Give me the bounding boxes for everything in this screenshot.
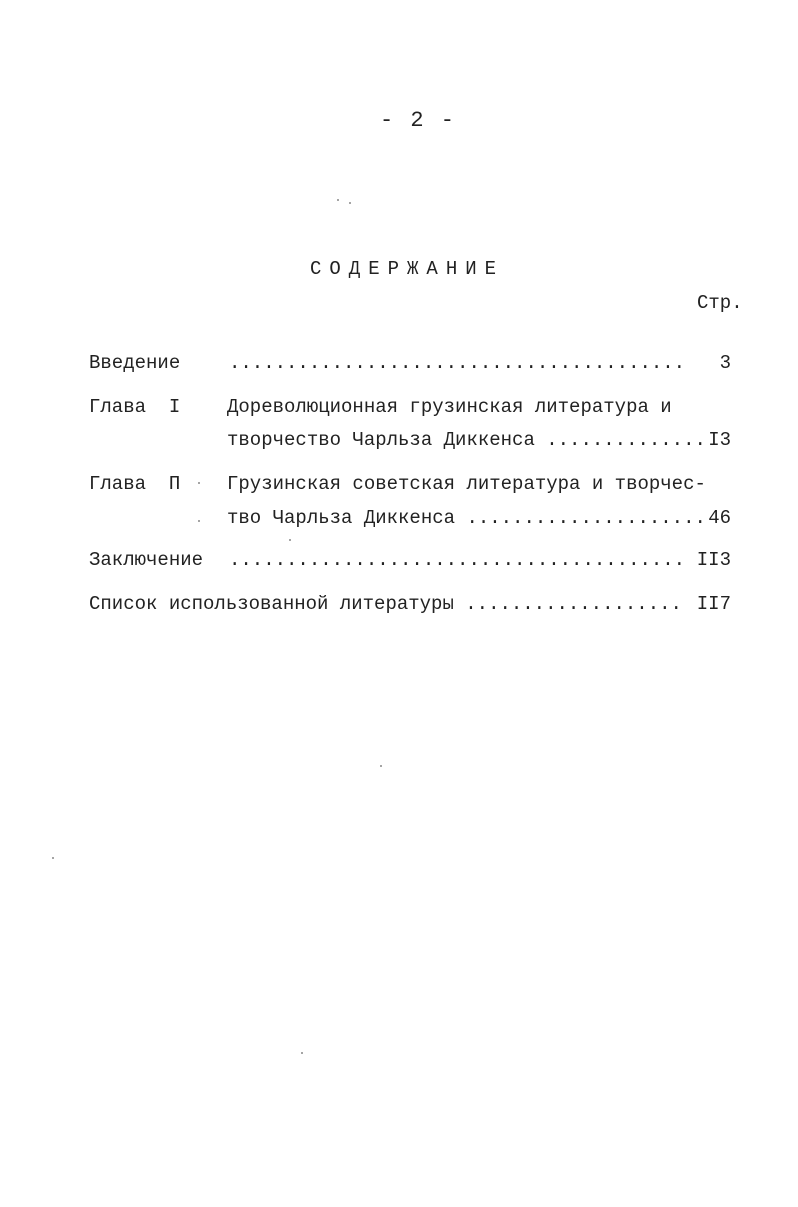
contents-heading: СОДЕРЖАНИЕ — [310, 258, 505, 280]
scan-speck — [198, 520, 200, 522]
page-column-label: Стр. — [697, 292, 743, 314]
toc-entry-leader-dots: ........................................ — [229, 352, 686, 374]
scan-speck — [380, 765, 382, 767]
scan-speck — [52, 857, 54, 859]
toc-entry-label: Глава I — [89, 396, 181, 418]
toc-entry-page: II7 — [696, 593, 731, 615]
toc-entry-title-line: творчество Чарльза Диккенса .............. — [227, 429, 706, 451]
scan-speck — [337, 199, 339, 201]
scan-speck — [301, 1052, 303, 1054]
scan-speck — [349, 202, 351, 204]
scan-speck — [289, 539, 291, 541]
scan-speck — [198, 482, 200, 484]
toc-entry-title-line: Дореволюционная грузинская литература и — [227, 396, 672, 418]
toc-entry-page: 46 — [708, 507, 731, 529]
toc-entry-label: Список использованной литературы ................... — [89, 593, 682, 615]
toc-entry-title-line: Грузинская советская литература и творчес- — [227, 473, 706, 495]
page-number: - 2 - — [380, 108, 457, 133]
toc-entry-title-line: тво Чарльза Диккенса ..................... — [227, 507, 706, 529]
toc-entry-page: I3 — [708, 429, 731, 451]
toc-entry-label: Глава П — [89, 473, 181, 495]
toc-entry-label: Введение — [89, 352, 181, 374]
toc-entry-page: 3 — [719, 352, 731, 374]
toc-entry-page: II3 — [696, 549, 731, 571]
toc-entry-label: Заключение — [89, 549, 204, 571]
toc-entry-leader-dots: ........................................ — [229, 549, 686, 571]
